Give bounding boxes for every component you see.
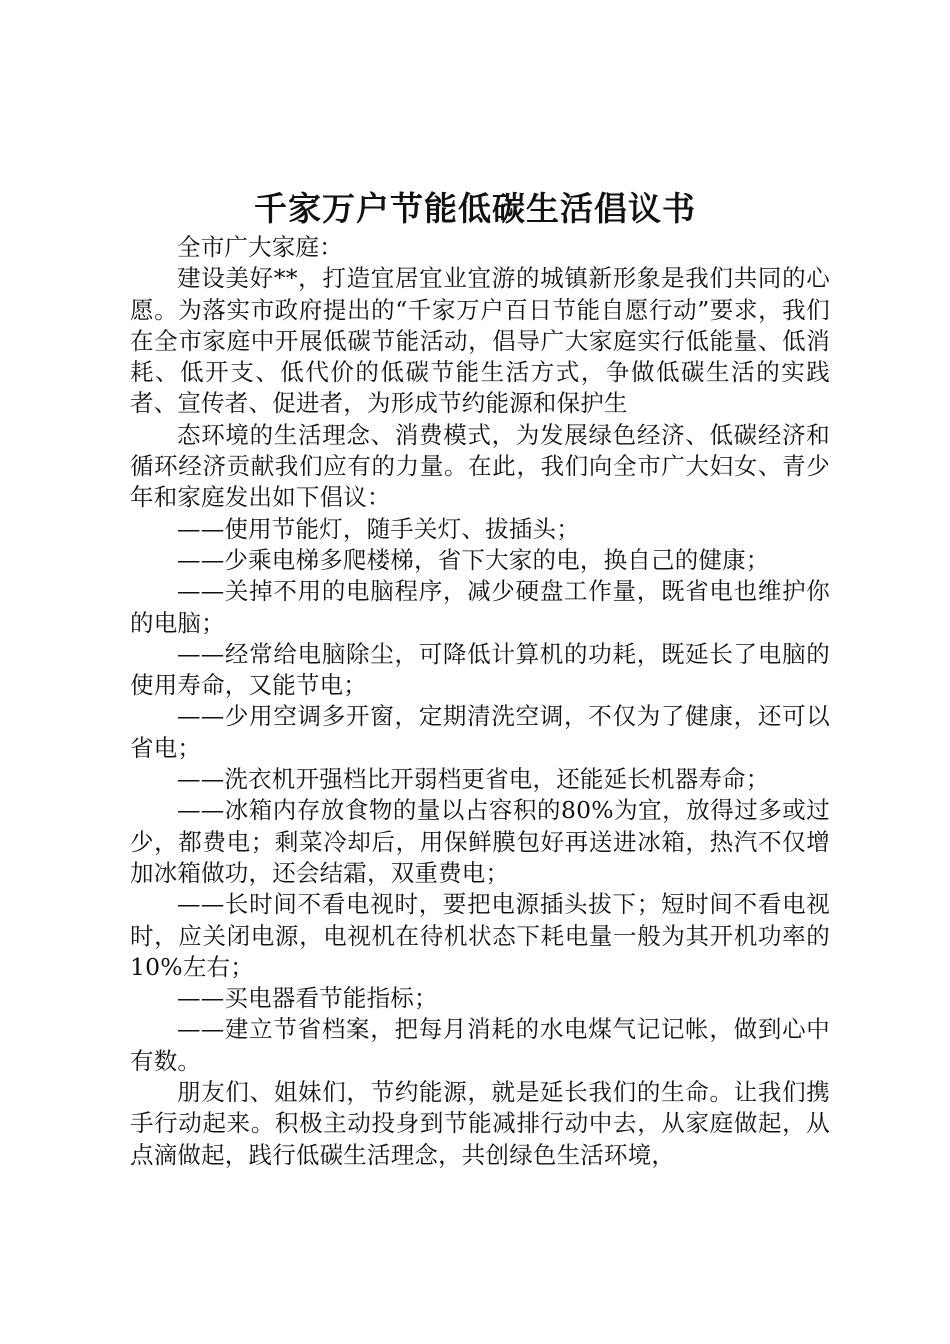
list-item: ——洗衣机开强档比开弱档更省电，还能延长机器寿命； bbox=[177, 765, 770, 794]
list-item: ——长时间不看电视时，要把电源插头拔下；短时间不看电视时，应关闭电源，电视机在待机状态下耗电量一般为其开机功率的10%左右； bbox=[130, 890, 830, 981]
list-item: ——经常给电脑除尘，可降低计算机的功耗，既延长了电脑的使用寿命，又能节电； bbox=[130, 639, 830, 700]
paragraph: 态环境的生活理念、消费模式，为发展绿色经济、低碳经济和循环经济贡献我们应有的力量。在此，我们向全市广大妇女、青少年和家庭发出如下倡议： bbox=[130, 420, 830, 512]
list-item: ——少用空调多开窗，定期清洗空调，不仅为了健康，还可以省电； bbox=[130, 702, 830, 762]
list-item: ——买电器看节能指标； bbox=[177, 984, 438, 1013]
closing-paragraph: 朋友们、姐妹们，节约能源，就是延长我们的生命。让我们携手行动起来。积极主动投身到节能减排行动中去，从家庭做起，从点滴做起，践行低碳生活理念，共创绿色生活环境， bbox=[130, 1078, 830, 1169]
page-title: 千家万户节能低碳生活倡议书 bbox=[254, 189, 696, 228]
document-body bbox=[130, 232, 830, 1171]
list-item: ——冰箱内存放食物的量以占容积的80%为宜，放得过多或过少，都费电；剩菜冷却后，用保鲜膜包好再送进冰箱，热汽不仅增加冰箱做功，还会结霜，双重费电； bbox=[130, 796, 830, 887]
list-item: ——使用节能灯，随手关灯、拔插头； bbox=[177, 514, 580, 543]
list-item: ——关掉不用的电脑程序，减少硬盘工作量，既省电也维护你的电脑； bbox=[130, 577, 830, 637]
salutation: 全市广大家庭： bbox=[177, 233, 343, 261]
list-item: ——少乘电梯多爬楼梯，省下大家的电，换自己的健康； bbox=[177, 545, 770, 574]
list-item: ——建立节省档案，把每月消耗的水电煤气记记帐，做到心中有数。 bbox=[130, 1015, 830, 1075]
paragraph: 建设美好**，打造宜居宜业宜游的城镇新形象是我们共同的心愿。为落实市政府提出的“千家万户百日节能自愿行动”要求，我们在全市家庭中开展低碳节能活动，倡导广大家庭实行低能量、低消耗、低开支、低代价的低碳节能生活方式，争做低碳生活的实践者、宣传者、促进者，为形成节约能源和保护生 bbox=[130, 264, 830, 418]
